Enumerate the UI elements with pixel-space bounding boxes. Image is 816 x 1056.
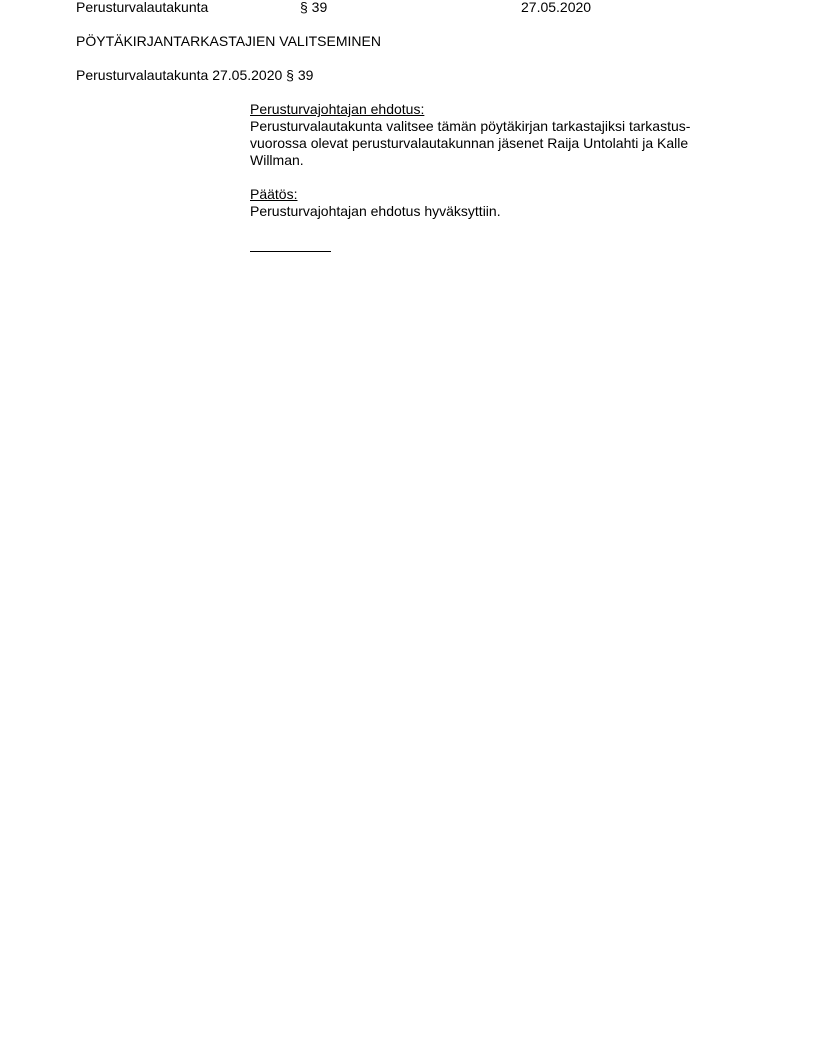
proposal-heading: Perusturvajohtajan ehdotus: <box>250 101 425 117</box>
proposal-text-line: Perusturvalautakunta valitsee tämän pöytäkirjan tarkastajiksi tarkastus- <box>250 118 691 134</box>
header-date: 27.05.2020 <box>521 0 592 15</box>
decision-heading: Päätös: <box>250 186 298 202</box>
header-organization: Perusturvalautakunta <box>76 0 209 15</box>
decision-text: Perusturvajohtajan ehdotus hyväksyttiin. <box>250 203 501 219</box>
meeting-reference: Perusturvalautakunta 27.05.2020 § 39 <box>76 67 314 83</box>
decision-section <box>250 186 730 220</box>
header-section-number: § 39 <box>300 0 328 15</box>
proposal-text-line: vuorossa olevat perusturvalautakunnan jäsenet Raija Untolahti ja Kalle <box>250 135 689 151</box>
end-divider <box>250 251 331 252</box>
document-title: PÖYTÄKIRJANTARKASTAJIEN VALITSEMINEN <box>76 33 381 49</box>
proposal-section <box>250 101 730 169</box>
proposal-text-line: Willman. <box>250 152 304 168</box>
